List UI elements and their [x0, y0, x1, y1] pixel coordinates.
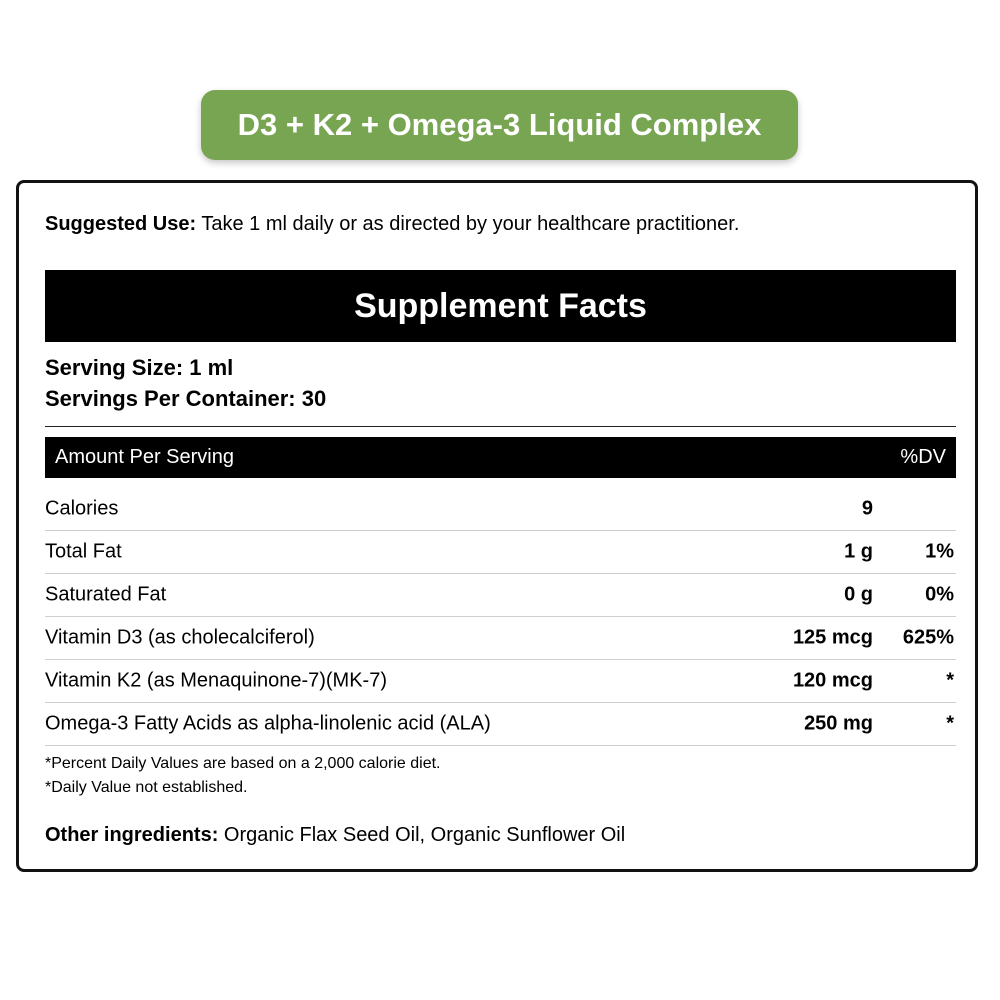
nutrient-dv: *	[946, 712, 954, 735]
supplement-facts-header	[45, 270, 956, 342]
nutrient-name: Saturated Fat	[45, 583, 167, 606]
dv-label: %DV	[900, 446, 946, 468]
product-title-badge	[201, 90, 798, 160]
supplement-label-card	[16, 180, 978, 872]
nutrient-dv: *	[946, 669, 954, 692]
nutrient-row-calories	[45, 488, 956, 531]
footnote-not-established: *Daily Value not established.	[45, 779, 248, 796]
nutrient-amount: 120 mcg	[792, 669, 873, 692]
nutrient-dv: 625%	[902, 626, 954, 649]
supplement-facts-title: Supplement Facts	[354, 286, 647, 325]
suggested-use-text: Take 1 ml daily or as directed by your healthcare practitioner.	[201, 213, 740, 235]
nutrient-amount: 0 g	[844, 583, 873, 606]
other-ingredients-label: Other ingredients:	[45, 824, 219, 846]
nutrient-amount: 250 mg	[804, 712, 873, 735]
nutrient-row-vitamin-k2	[45, 660, 956, 703]
nutrient-name: Vitamin K2 (as Menaquinone-7)(MK-7)	[45, 669, 388, 692]
nutrient-name: Calories	[45, 497, 119, 520]
other-ingredients	[45, 824, 625, 847]
nutrient-amount: 9	[861, 497, 873, 520]
nutrient-row-omega-3	[45, 703, 956, 746]
nutrient-row-saturated-fat	[45, 574, 956, 617]
amount-per-serving-label: Amount Per Serving	[55, 446, 234, 468]
product-title: D3 + K2 + Omega-3 Liquid Complex	[237, 107, 762, 142]
amount-per-serving-header	[45, 437, 956, 478]
nutrient-name: Omega-3 Fatty Acids as alpha-linolenic acid (ALA)	[45, 712, 491, 735]
nutrient-dv: 0%	[925, 583, 954, 606]
nutrient-table	[45, 488, 956, 746]
nutrient-amount: 125 mcg	[792, 626, 873, 649]
other-ingredients-text: Organic Flax Seed Oil, Organic Sunflower Oil	[223, 824, 626, 846]
nutrient-row-vitamin-d3	[45, 617, 956, 660]
footnote-daily-values: *Percent Daily Values are based on a 2,000 calorie diet.	[45, 755, 441, 772]
nutrient-name: Vitamin D3 (as cholecalciferol)	[45, 626, 315, 649]
nutrient-amount: 1 g	[844, 540, 873, 563]
suggested-use	[45, 213, 739, 236]
nutrient-dv: 1%	[925, 540, 954, 563]
serving-size: Serving Size: 1 ml	[45, 355, 234, 380]
nutrient-name: Total Fat	[45, 540, 122, 563]
divider	[45, 426, 956, 427]
suggested-use-label: Suggested Use:	[45, 213, 197, 235]
nutrient-row-total-fat	[45, 531, 956, 574]
servings-per-container: Servings Per Container: 30	[45, 386, 327, 411]
